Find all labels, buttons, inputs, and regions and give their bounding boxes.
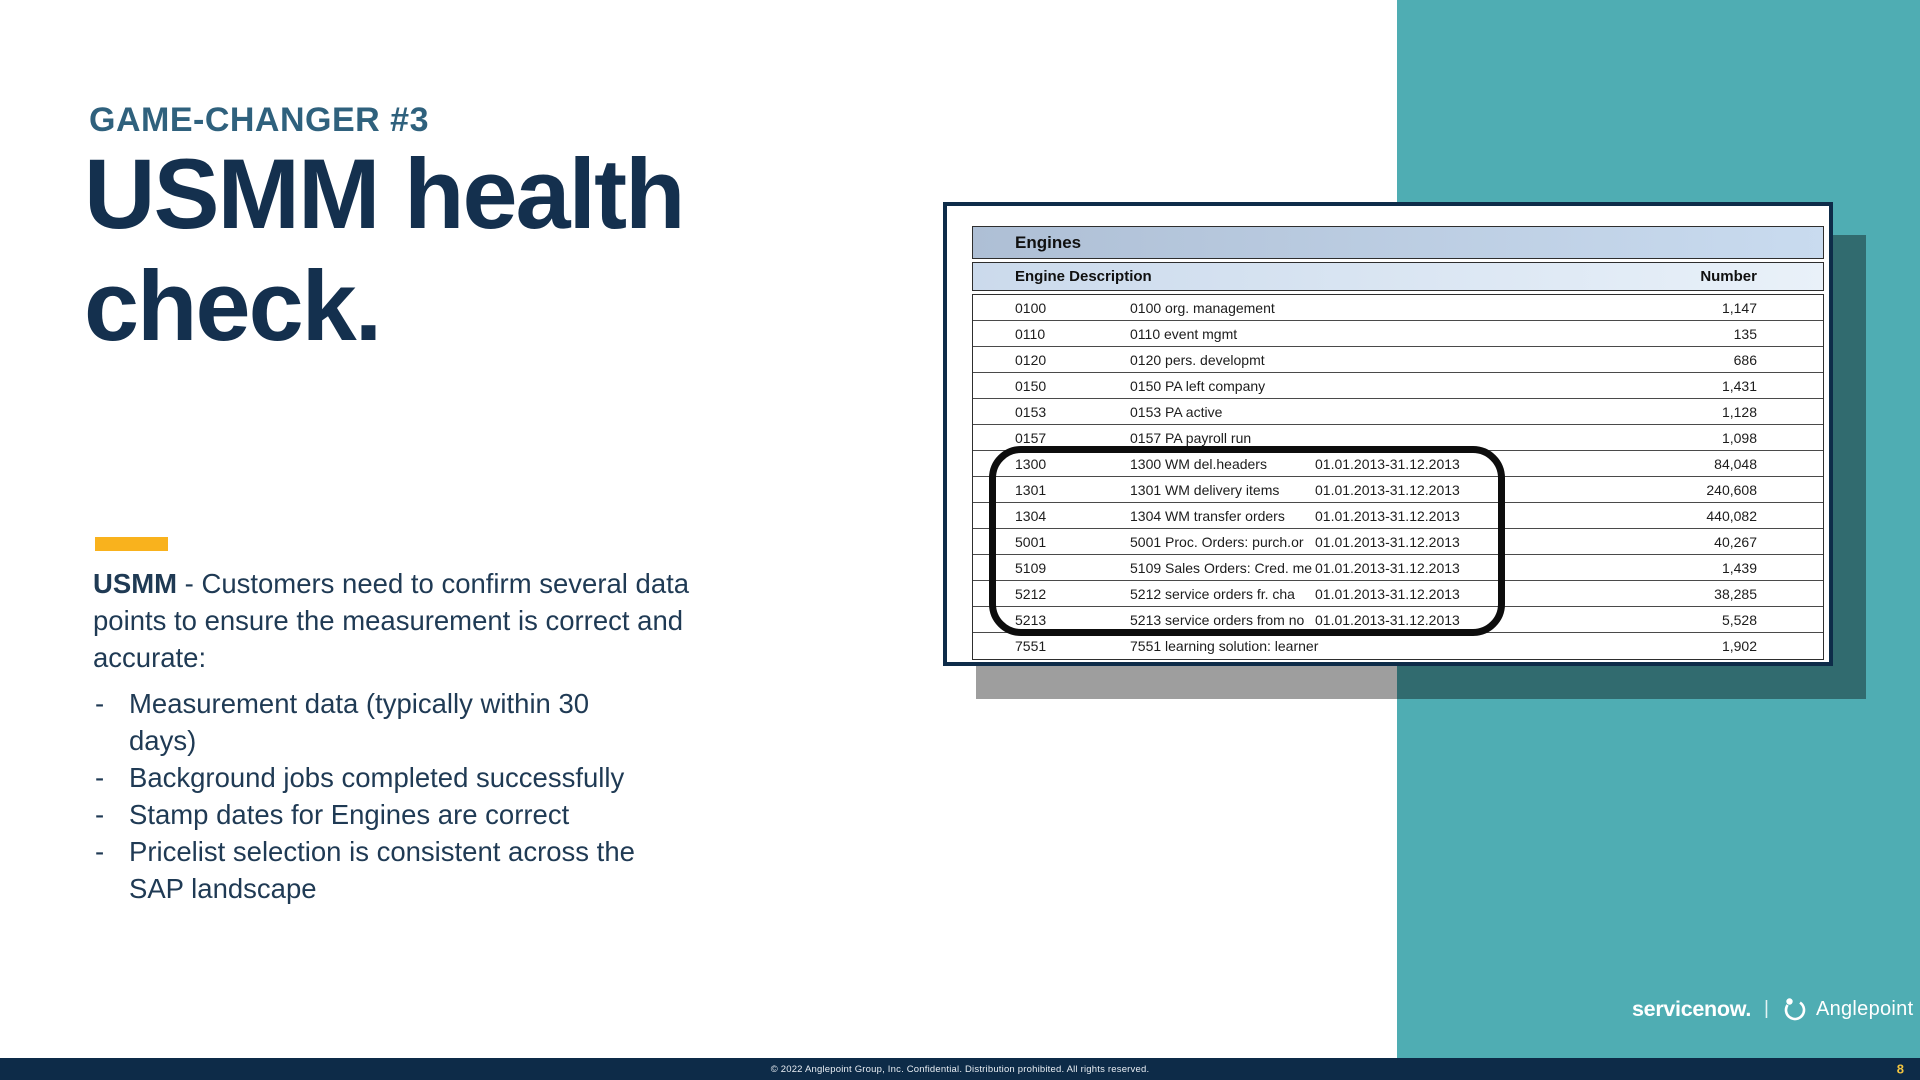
- engine-code-cell: 5212: [1015, 585, 1047, 602]
- engine-period-cell: 01.01.2013-31.12.2013: [1315, 533, 1460, 550]
- bullet-text: Measurement data (typically within 30 days): [129, 688, 590, 756]
- engine-code-cell: 0150: [1015, 377, 1047, 394]
- engine-desc-cell: 5109 Sales Orders: Cred. me: [1130, 559, 1313, 576]
- engine-desc-cell: 0153 PA active: [1130, 403, 1223, 420]
- engines-table-column-headers: [972, 262, 1824, 291]
- yellow-accent-bar: [95, 537, 168, 551]
- intro-lead: USMM: [93, 568, 178, 599]
- engine-desc-cell: 5212 service orders fr. cha: [1130, 585, 1295, 602]
- engine-number-cell: 84,048: [1714, 455, 1757, 472]
- engine-code-cell: 0157: [1015, 429, 1047, 446]
- engine-desc-cell: 1301 WM delivery items: [1130, 481, 1280, 498]
- engines-table-rows: [972, 294, 1824, 660]
- engine-period-cell: 01.01.2013-31.12.2013: [1315, 455, 1460, 472]
- engine-desc-cell: 0157 PA payroll run: [1130, 429, 1252, 446]
- intro-paragraph: [93, 565, 693, 676]
- table-row: [973, 425, 1823, 451]
- slide-kicker: GAME-CHANGER #3: [89, 101, 429, 139]
- copyright-text: © 2022 Anglepoint Group, Inc. Confidential. Distribution prohibited. All rights reserved.: [770, 1063, 1150, 1075]
- bullet-text: Background jobs completed successfully: [129, 762, 625, 793]
- anglepoint-logo-text: Anglepoint: [1815, 997, 1914, 1020]
- bullet-item: [95, 759, 663, 796]
- engine-code-cell: 7551: [1015, 638, 1047, 654]
- page-title: USMM health check.: [84, 138, 684, 361]
- engine-number-cell: 1,098: [1721, 429, 1757, 446]
- engine-code-cell: 0120: [1015, 351, 1047, 368]
- servicenow-logo: servicenow.: [1632, 996, 1751, 1021]
- engine-number-cell: 135: [1733, 325, 1757, 342]
- table-row: [973, 321, 1823, 347]
- engine-code-cell: 0110: [1015, 325, 1046, 342]
- engines-table: [972, 226, 1824, 660]
- table-row: [973, 399, 1823, 425]
- engine-desc-cell: 1300 WM del.headers: [1130, 455, 1267, 472]
- column-header-number: Number: [1700, 268, 1757, 285]
- logo-divider: |: [1764, 998, 1769, 1019]
- bullet-dash: -: [95, 762, 105, 793]
- engine-desc-cell: 5001 Proc. Orders: purch.or: [1130, 533, 1304, 550]
- engine-number-cell: 40,267: [1714, 533, 1757, 550]
- engine-code-cell: 5213: [1015, 611, 1047, 628]
- table-row: [973, 607, 1823, 633]
- brand-logos: [1632, 996, 1913, 1022]
- table-row: [973, 373, 1823, 399]
- table-row: [973, 529, 1823, 555]
- engine-number-cell: 1,431: [1721, 377, 1757, 394]
- engine-number-cell: 1,439: [1721, 559, 1757, 576]
- table-row: [973, 633, 1823, 659]
- bullet-list: [95, 685, 663, 907]
- bullet-item: [95, 685, 663, 759]
- engine-period-cell: 01.01.2013-31.12.2013: [1315, 507, 1460, 524]
- engine-period-cell: 01.01.2013-31.12.2013: [1315, 611, 1460, 628]
- engine-code-cell: 1304: [1015, 507, 1047, 524]
- bullet-item: [95, 833, 663, 907]
- engine-desc-cell: 0100 org. management: [1130, 299, 1275, 316]
- engine-number-cell: 686: [1733, 351, 1757, 368]
- table-row: [973, 347, 1823, 373]
- anglepoint-logo: [1782, 996, 1914, 1022]
- engine-code-cell: 1300: [1015, 455, 1047, 472]
- engine-code-cell: 5001: [1015, 533, 1047, 550]
- engine-desc-cell: 0150 PA left company: [1130, 377, 1266, 394]
- bullet-dash: -: [95, 799, 105, 830]
- engine-number-cell: 38,285: [1714, 585, 1757, 602]
- footer-bar: [0, 1058, 1920, 1080]
- engines-table-card: [943, 202, 1833, 666]
- table-row: [973, 477, 1823, 503]
- engine-number-cell: 440,082: [1706, 507, 1757, 524]
- engine-desc-cell: 5213 service orders from no: [1130, 611, 1305, 628]
- engine-code-cell: 1301: [1015, 481, 1047, 498]
- engine-desc-cell: 0120 pers. developmt: [1130, 351, 1265, 368]
- engine-code-cell: 0153: [1015, 403, 1047, 420]
- engine-number-cell: 1,902: [1721, 638, 1757, 654]
- anglepoint-logo-icon: [1782, 996, 1808, 1022]
- engine-desc-cell: 7551 learning solution: learner: [1130, 638, 1319, 654]
- bullet-dash: -: [95, 836, 105, 867]
- bullet-item: [95, 796, 663, 833]
- table-row: [973, 451, 1823, 477]
- bullet-text: Pricelist selection is consistent across the SAP landscape: [129, 836, 635, 904]
- table-row: [973, 295, 1823, 321]
- table-row: [973, 555, 1823, 581]
- page-number: 8: [1896, 1061, 1904, 1077]
- bullet-dash: -: [95, 688, 105, 719]
- engine-code-cell: 0100: [1015, 299, 1047, 316]
- intro-rest: - Customers need to confirm several data points to ensure the measurement is correct and accurate:: [93, 568, 690, 673]
- engine-code-cell: 5109: [1015, 559, 1047, 576]
- engine-period-cell: 01.01.2013-31.12.2013: [1315, 481, 1460, 498]
- engine-period-cell: 01.01.2013-31.12.2013: [1315, 559, 1460, 576]
- bullet-text: Stamp dates for Engines are correct: [129, 799, 570, 830]
- engine-number-cell: 240,608: [1706, 481, 1757, 498]
- table-row: [973, 503, 1823, 529]
- engine-number-cell: 1,147: [1721, 299, 1757, 316]
- engine-desc-cell: 1304 WM transfer orders: [1130, 507, 1285, 524]
- table-row: [973, 581, 1823, 607]
- engine-number-cell: 1,128: [1721, 403, 1757, 420]
- engines-table-title: Engines: [972, 226, 1824, 259]
- engine-number-cell: 5,528: [1721, 611, 1757, 628]
- engine-desc-cell: 0110 event mgmt: [1130, 325, 1238, 342]
- engine-period-cell: 01.01.2013-31.12.2013: [1315, 585, 1460, 602]
- column-header-description: Engine Description: [1015, 268, 1152, 285]
